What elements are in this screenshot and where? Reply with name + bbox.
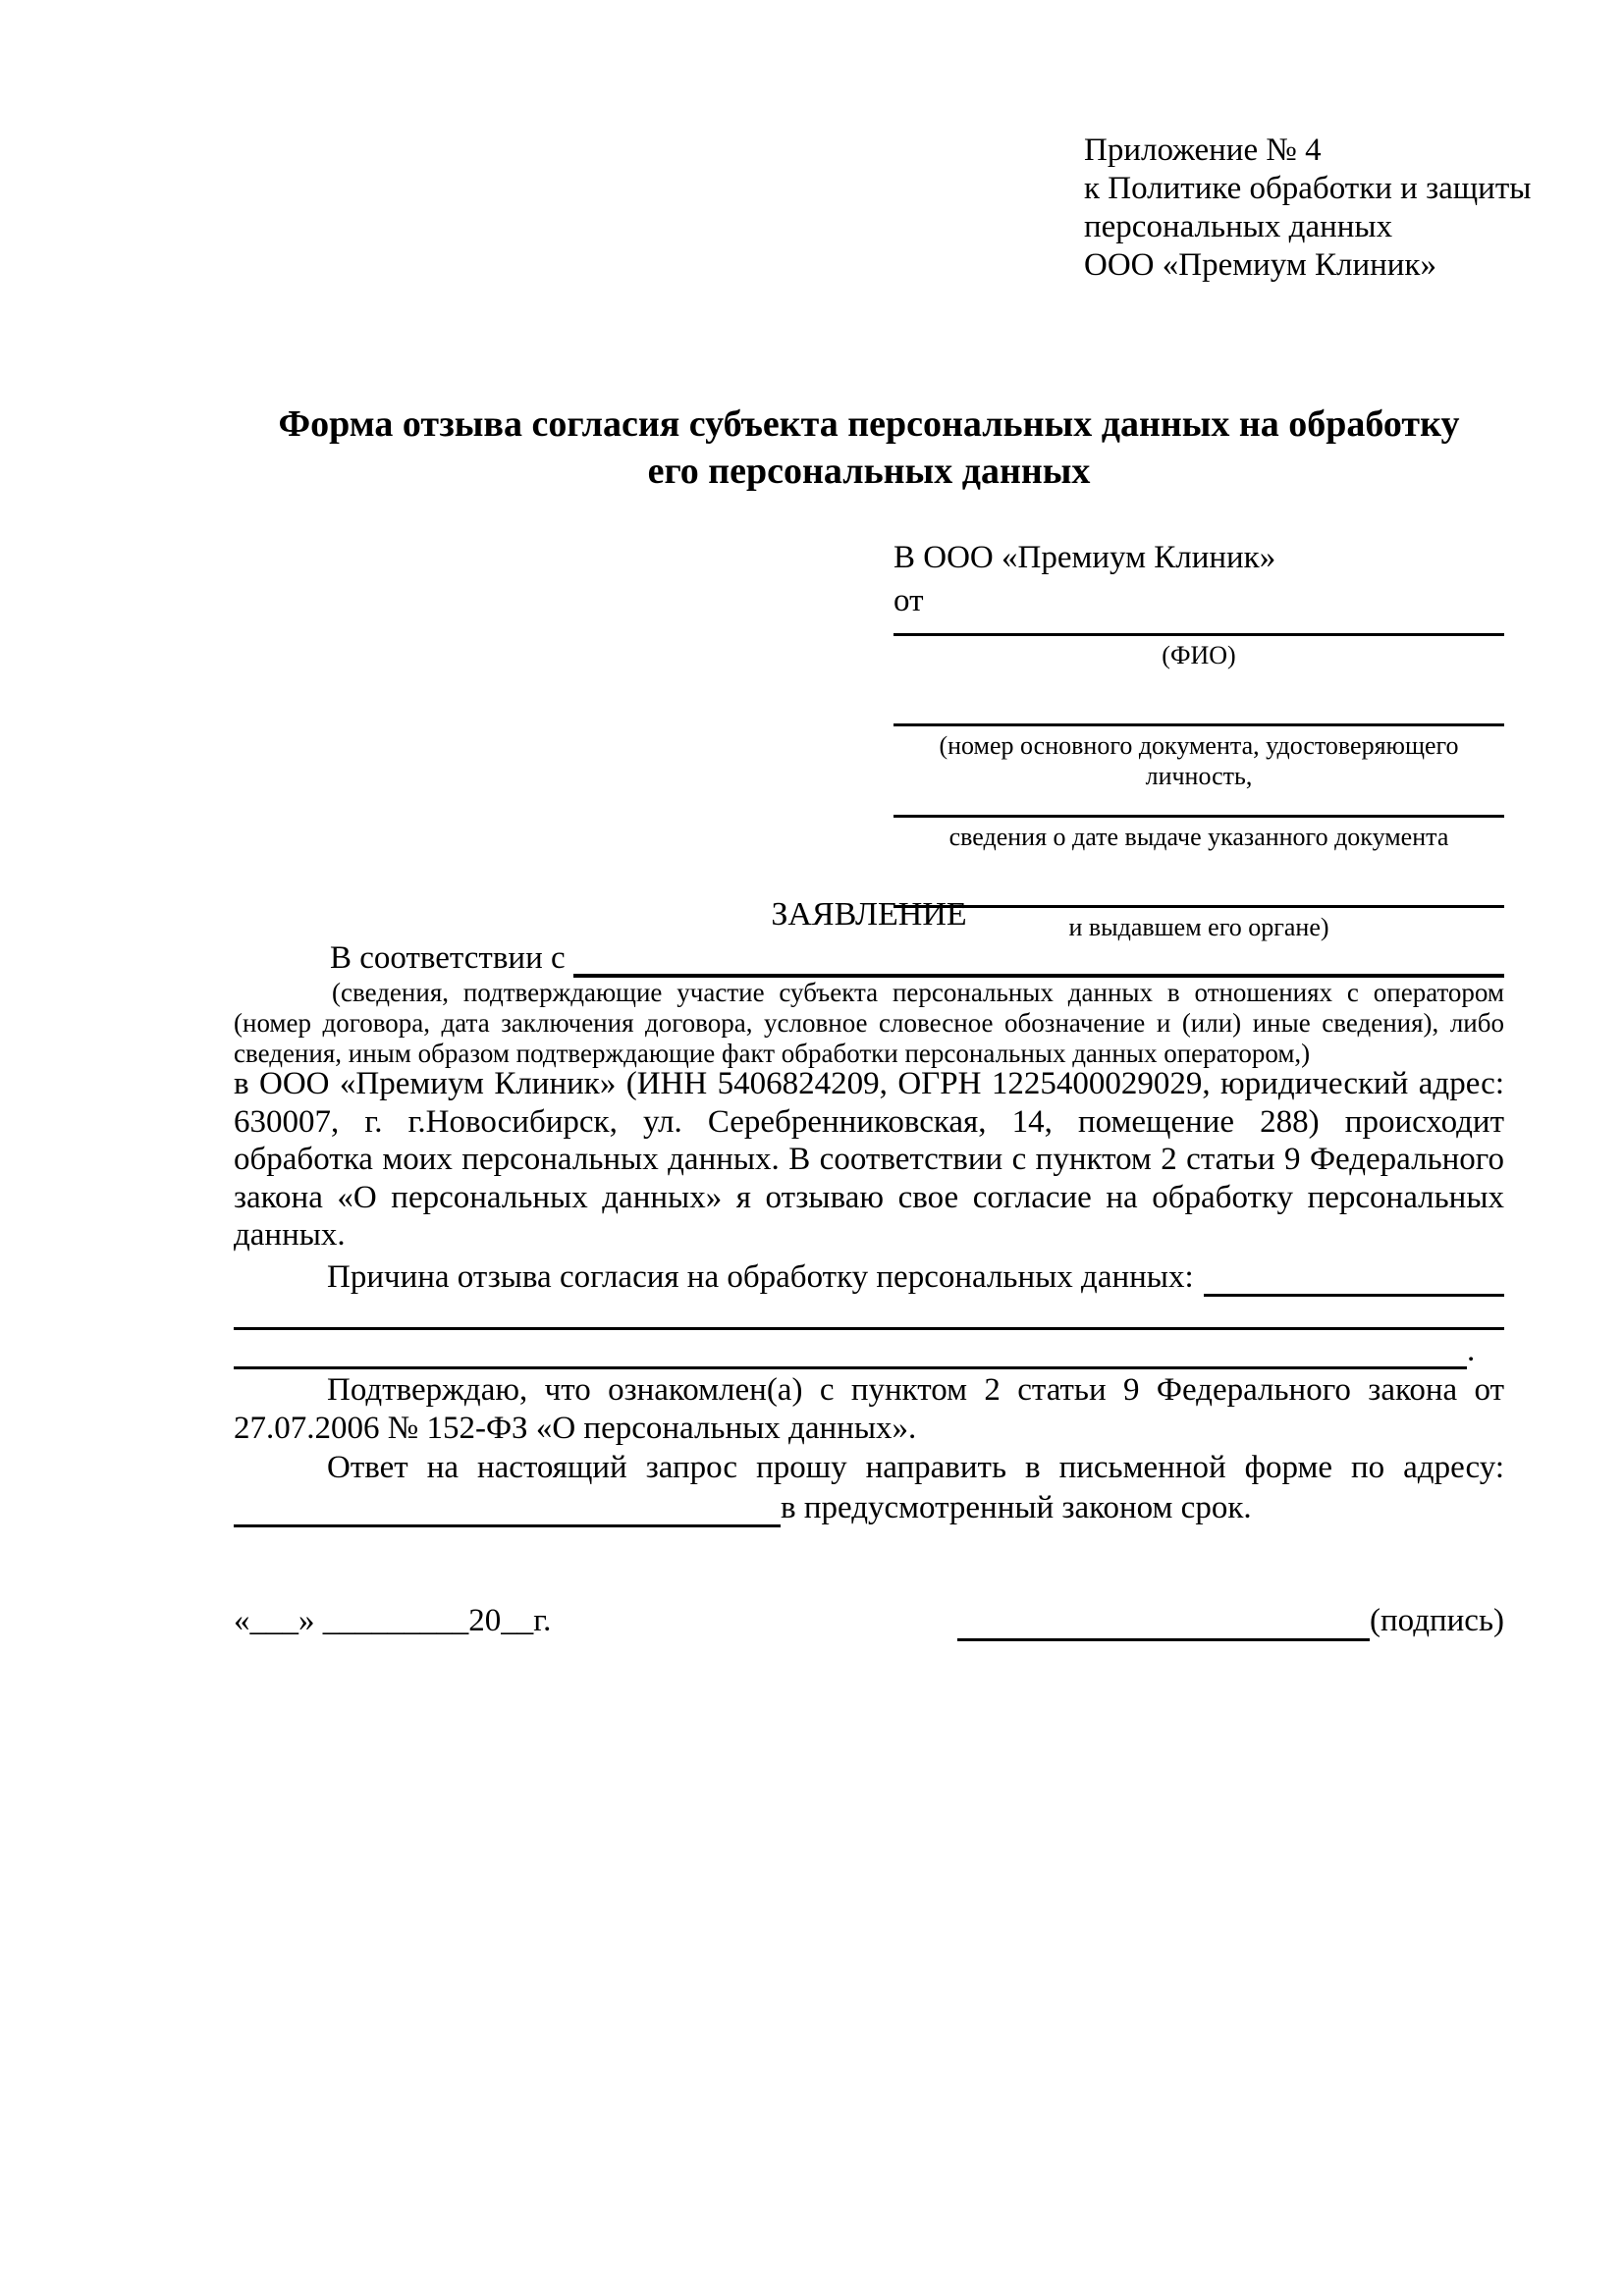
confirmation-paragraph: Подтверждаю, что ознакомлен(а) с пунктом 2 статьи 9 Федерального закона от 27.07.2006 № 152-ФЗ «О персональных данных». [234, 1372, 1504, 1446]
issue-date-caption: сведения о дате выдаче указанного документа [948, 823, 1449, 851]
reply-address-row [234, 1486, 1504, 1527]
statement-heading: ЗАЯВЛЕНИЕ [771, 896, 967, 933]
sentence-period: . [1467, 1333, 1476, 1368]
document-number-caption: (номер основного документа, удостоверяющего личность, [939, 731, 1459, 790]
issuing-authority-caption: и выдавшем его органе) [1068, 913, 1329, 941]
reply-address-blank-line [234, 1487, 781, 1527]
addressee-from-label: от [893, 583, 924, 618]
document-title [234, 400, 1504, 495]
document-title-line2: его персональных данных [647, 451, 1091, 492]
lead-row [234, 936, 1504, 978]
fio-blank-line [893, 633, 1504, 636]
small-print-note: (сведения, подтверждающие участие субъекта персональных данных в отношениях с оператором (номер договора, дата заключения договора, условное словесное обозначение и (или) иные сведения), либо сведения, иным образом подтверждающие факт обработки персональных данных оператором,) [234, 978, 1504, 1068]
fio-caption: (ФИО) [1162, 641, 1236, 669]
reply-tail-text: в предусмотренный законом срок. [781, 1490, 1252, 1525]
reason-row [234, 1255, 1504, 1297]
appendix-block [1084, 132, 1536, 285]
signature-caption: (подпись) [1370, 1603, 1504, 1638]
date-blank: «___» _________20__г. [234, 1603, 552, 1638]
reason-continuation-line-2 [234, 1330, 1504, 1369]
signature-group [957, 1599, 1504, 1641]
lead-label: В соответствии с [330, 940, 566, 976]
appendix-line: к Политике обработки и защиты [1084, 171, 1532, 206]
reply-request-line: Ответ на настоящий запрос прошу направить в письменной форме по адресу: [327, 1450, 1504, 1485]
footer-row [234, 1598, 1504, 1641]
reason-blank-line [1204, 1256, 1504, 1297]
reason-label: Причина отзыва согласия на обработку персональных данных: [327, 1259, 1194, 1295]
addressee-to: В ООО «Премиум Клиник» [893, 540, 1276, 575]
reason-continuation-blank [234, 1329, 1467, 1369]
appendix-line: ООО «Премиум Клиник» [1084, 247, 1436, 283]
appendix-line: Приложение № 4 [1084, 133, 1322, 168]
document-title-line1: Форма отзыва согласия субъекта персональных данных на обработку [278, 403, 1460, 445]
basis-blank-line [573, 936, 1504, 978]
document-number-blank-line [893, 723, 1504, 726]
appendix-line: персональных данных [1084, 209, 1393, 244]
issue-date-blank-line [893, 815, 1504, 818]
body-paragraph: в ООО «Премиум Клиник» (ИНН 5406824209, ОГРН 1225400029029, юридический адрес: 630007, г. г.Новосибирск, ул. Серебренниковская, 14, помещение 288) происходит обработка моих персональных данных. В соответствии с пунктом 2 статьи 9 Федерального закона «О персональных данных» я отзываю свое согласие на обработку персональных данных. [234, 1066, 1504, 1253]
signature-blank-line [957, 1599, 1370, 1641]
